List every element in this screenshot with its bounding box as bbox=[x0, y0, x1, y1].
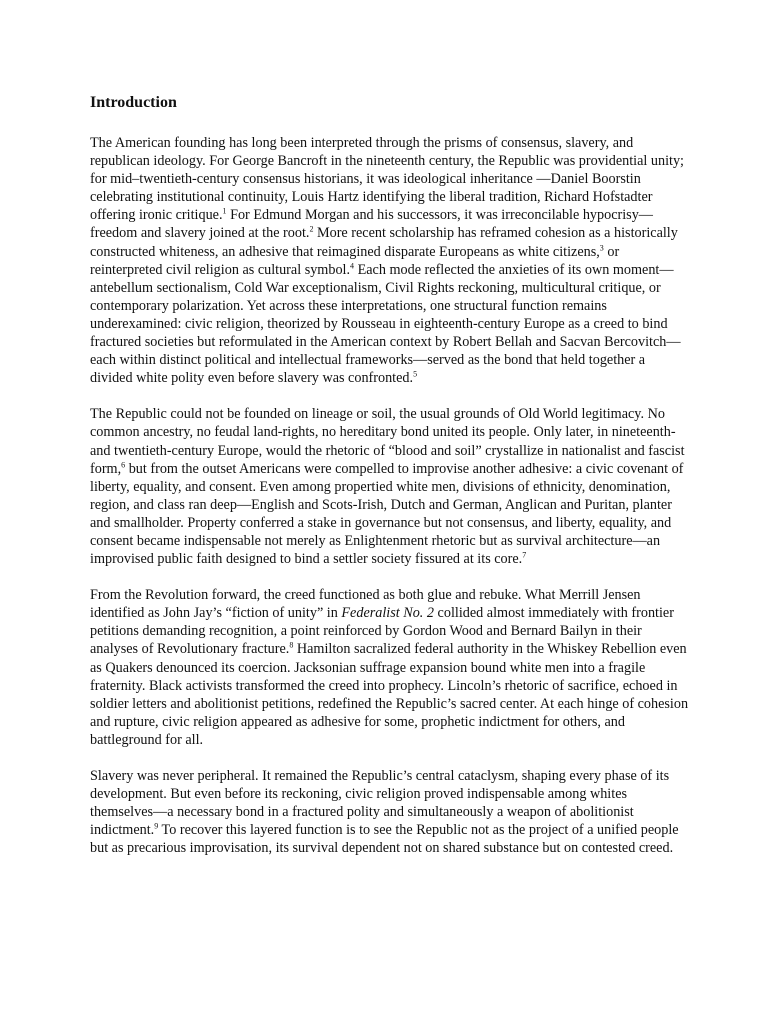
text-run: or reinterpreted civil religion as cultural symbol. bbox=[90, 243, 620, 278]
text-run: The American founding has long been interpreted through the prisms of consensus, slavery, and republican ideology. For George Bancroft in the nineteenth century, the Republic was providential unity; for mid–twentieth-century consensus historians, it was ideological inheritance —Daniel Boorstin celebrating institutional continuity, Louis Hartz identifying the liberal tradition, Richard Hofstadter offering ironic critique. bbox=[90, 135, 685, 224]
text-run: From the Revolution forward, the creed functioned as both glue and rebuke. What Merrill Jensen identified as John Jay’s “fiction of unity” in bbox=[90, 587, 641, 622]
italic-title: Federalist No. 2 bbox=[341, 605, 434, 622]
footnote-ref-3[interactable]: 3 bbox=[599, 242, 604, 252]
text-run: Slavery was never peripheral. It remained the Republic’s central cataclysm, shaping every phase of its development. But even before its reckoning, civic religion proved indispensable among whites themselves—a necessary bond in a fractured polity and simultaneously a weapon of abolitionist indictment. bbox=[90, 768, 670, 839]
paragraph-2 bbox=[90, 405, 690, 568]
text-run: Each mode reflected the anxieties of its own moment—antebellum sectionalism, Cold War exceptionalism, Civil Rights reckoning, multicultural critique, or contemporary polarization. Yet across these interpretations, one structural function remains underexamined: civic religion, theorized by Rousseau in eighteenth-century Europe as a creed to bind fractured societies but reformulated in the American context by Robert Bellah and Sacvan Bercovitch—each within distinct political and intellectual frameworks—served as the bond that held together a divided white polity even before slavery was confronted. bbox=[90, 261, 681, 387]
section-heading: Introduction bbox=[90, 94, 177, 111]
text-run: but from the outset Americans were compelled to improvise another adhesive: a civic covenant of liberty, equality, and consent. Even among propertied white men, divisions of ethnicity, denomination, region, and class ran deep—English and Scots-Irish, Dutch and German, Anglican and Puritan, planter and smallholder. Property conferred a stake in governance but not consensus, and liberty, equality, and consent became indispensable not merely as Enlightenment rhetoric but as survival architecture—an improvised public faith designed to bind a settler society fissured at its core. bbox=[90, 460, 684, 568]
paragraph-1 bbox=[90, 134, 690, 387]
footnote-ref-1[interactable]: 1 bbox=[222, 206, 227, 216]
text-run: The Republic could not be founded on lineage or soil, the usual grounds of Old World legitimacy. No common ancestry, no feudal land-rights, no hereditary bond united its people. Only later, in nineteenth- and twentieth-century Europe, would the rhetoric of “blood and soil” crystallize in nationalist and fascist form, bbox=[90, 406, 685, 477]
footnote-ref-6[interactable]: 6 bbox=[121, 459, 126, 469]
footnote-ref-2[interactable]: 2 bbox=[309, 224, 314, 234]
footnote-ref-8[interactable]: 8 bbox=[289, 640, 294, 650]
text-run: For Edmund Morgan and his successors, it was irreconcilable hypocrisy—freedom and slavery joined at the root. bbox=[90, 207, 653, 242]
text-run: collided almost immediately with frontier petitions demanding recognition, a point reinforced by Gordon Wood and Bernard Bailyn in their analyses of Revolutionary fracture. bbox=[90, 605, 674, 658]
footnote-ref-7[interactable]: 7 bbox=[522, 550, 527, 560]
text-run: Hamilton sacralized federal authority in the Whiskey Rebellion even as Quakers denounced its coercion. Jacksonian suffrage expansion bound white men into a fragile fraternity. Black activists transformed the creed into prophecy. Lincoln’s rhetoric of sacrifice, echoed in soldier letters and abolitionist petitions, redefined the Republic’s sacred center. At each hinge of cohesion and rupture, civic religion appeared as adhesive for some, prophetic indictment for others, and battleground for all. bbox=[90, 641, 689, 748]
footnote-ref-4[interactable]: 4 bbox=[350, 260, 355, 270]
text-run: To recover this layered function is to see the Republic not as the project of a unified people but as precarious improvisation, its survival dependent not on shared substance but on contested creed. bbox=[90, 822, 679, 857]
paragraph-3 bbox=[90, 586, 690, 749]
paragraph-4 bbox=[90, 767, 690, 857]
footnote-ref-5[interactable]: 5 bbox=[413, 369, 418, 379]
footnote-ref-9[interactable]: 9 bbox=[154, 821, 159, 831]
document-page bbox=[90, 93, 690, 875]
text-run: More recent scholarship has reframed cohesion as a historically constructed whiteness, an adhesive that reimagined disparate Europeans as white citizens, bbox=[90, 225, 678, 260]
